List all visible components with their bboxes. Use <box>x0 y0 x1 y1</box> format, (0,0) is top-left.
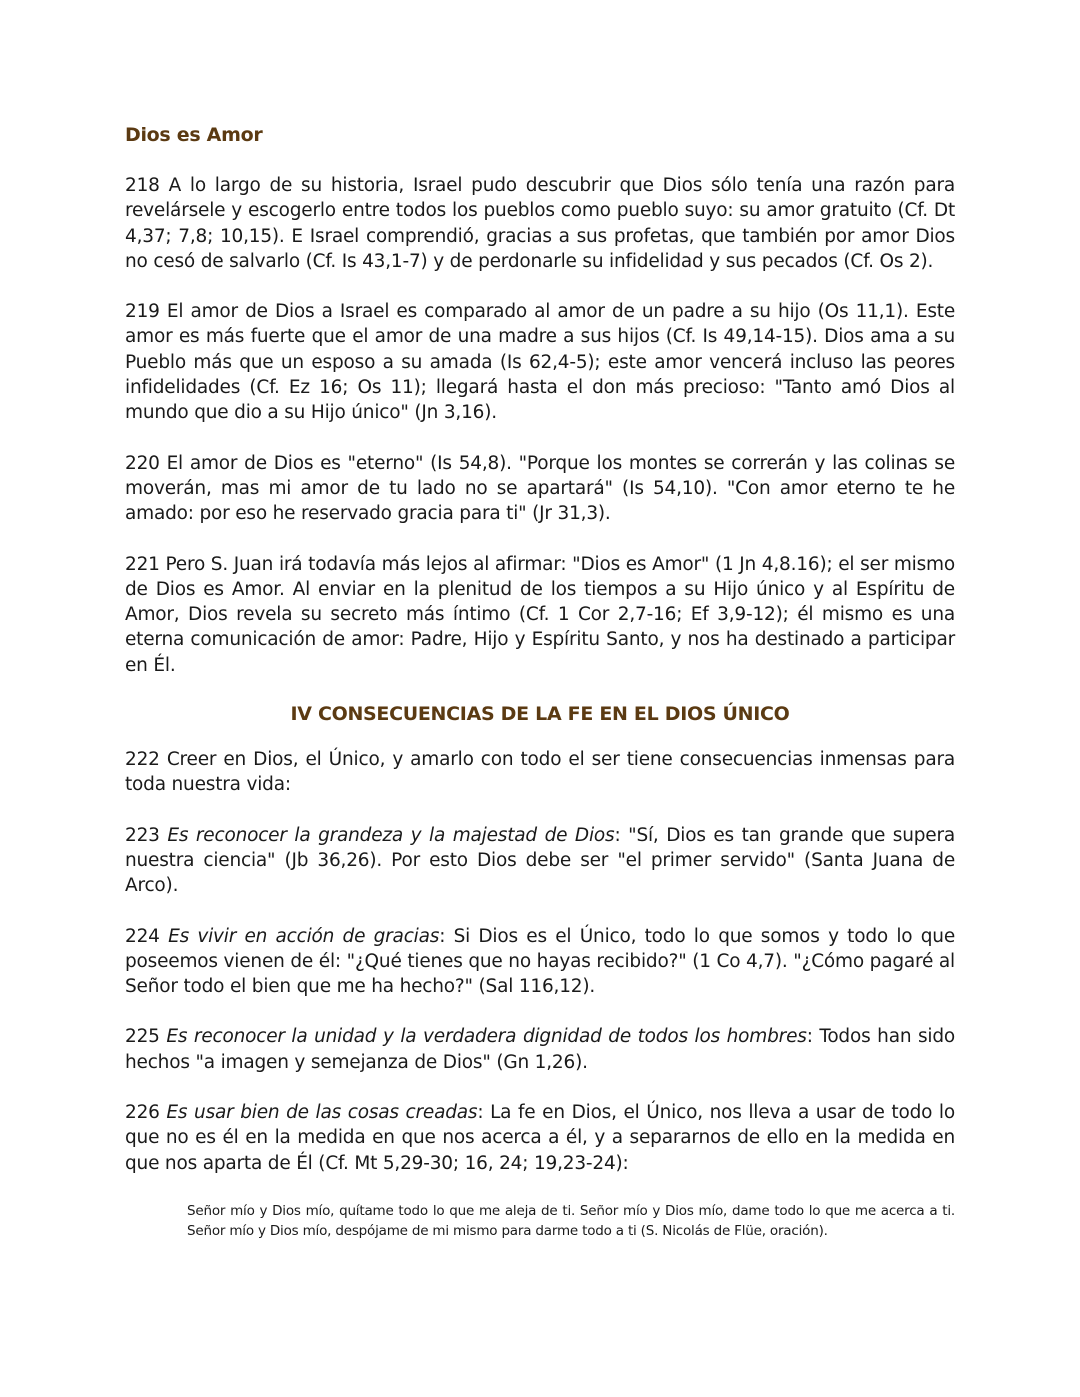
chapter-title: IV CONSECUENCIAS DE LA FE EN EL DIOS ÚNICO <box>290 703 790 726</box>
quote-block: Señor mío y Dios mío, quítame todo lo que me aleja de ti. Señor mío y Dios mío, dame todo lo que me acerca a ti. Señor mío y Dios mío, despójame de mi mismo para darme todo a ti (S. Nicolás de Flüe, oración). <box>187 1202 955 1239</box>
paragraph-text: A lo largo de su historia, Israel pudo descubrir que Dios sólo tenía una razón para revelársele y escogerlo entre todos los pueblos como pueblo suyo: su amor gratuito (Cf. Dt 4,37; 7,8; 10,15). E Israel comprendió, gracias a sus profetas, que también por amor Dios no cesó de salvarlo (Cf. Is 43,1-7) y de perdonarle su infidelidad y sus pecados (Cf. Os 2). <box>125 175 955 272</box>
paragraph-number: 221 <box>125 553 160 575</box>
paragraph-emphasis: Es usar bien de las cosas creadas <box>166 1102 478 1124</box>
paragraph-emphasis: Es reconocer la unidad y la verdadera dignidad de todos los hombres <box>166 1026 807 1048</box>
paragraph-text: : La fe en Dios, el Único, nos lleva a usar de todo lo que no es él en la medida en que nos acerca a él, y a separarnos de ello en la medida en que nos aparta de Él (Cf. Mt 5,29-30; 16, 24; 19,23-24): <box>125 1102 955 1174</box>
paragraphs-dios-es-amor <box>125 173 955 678</box>
paragraph-number: 224 <box>125 925 160 947</box>
paragraph-text: : "Sí, Dios es tan grande que supera nuestra ciencia" (Jb 36,26). Por esto Dios debe ser "el primer servido" (Santa Juana de Arco). <box>125 824 955 897</box>
section-title: Dios es Amor <box>125 124 263 146</box>
paragraph-text: : Si Dios es el Único, todo lo que somos y todo lo que poseemos vienen de él: "¿Qué tienes que no hayas recibido?" (1 Co 4,7). "¿Cómo pagaré al Señor todo el bien que me ha hecho?" (Sal 116,12). <box>125 925 956 998</box>
document-page <box>125 124 955 1241</box>
paragraph-text: El amor de Dios a Israel es comparado al amor de un padre a su hijo (Os 11,1). Este amor es más fuerte que el amor de una madre a sus hijos (Cf. Is 49,14-15). Dios ama a su Pueblo más que un esposo a su amada (Is 62,4-5); este amor vencerá incluso las peores infidelidades (Cf. Ez 16; Os 11); llegará hasta el don más precioso: "Tanto amó Dios al mundo que dio a su Hijo único" (Jn 3,16). <box>125 301 955 424</box>
paragraph-number: 225 <box>125 1026 160 1048</box>
paragraph-text: Pero S. Juan irá todavía más lejos al afirmar: "Dios es Amor" (1 Jn 4,8.16); el ser mismo de Dios es Amor. Al enviar en la plenitud de los tiempos a su Hijo único y al Espíritu de Amor, Dios revela su secreto más íntimo (Cf. 1 Cor 2,7-16; Ef 3,9-12); él mismo es una eterna comunicación de amor: Padre, Hijo y Espíritu Santo, y nos ha destinado a participar en Él. <box>125 553 956 676</box>
paragraph-number: 226 <box>125 1102 160 1124</box>
paragraph-226 <box>125 1100 955 1176</box>
paragraph-224 <box>125 924 955 1000</box>
paragraph-220 <box>125 451 955 527</box>
paragraph-text: : Todos han sido hechos "a imagen y semejanza de Dios" (Gn 1,26). <box>125 1026 956 1073</box>
paragraph-number: 218 <box>125 175 160 196</box>
paragraphs-consecuencias <box>125 747 955 1176</box>
paragraph-text: Creer en Dios, el Único, y amarlo con todo el ser tiene consecuencias inmensas para toda nuestra vida: <box>125 749 955 796</box>
paragraph-number: 219 <box>125 301 160 323</box>
paragraph-223 <box>125 823 955 899</box>
paragraph-number: 220 <box>125 452 160 474</box>
paragraph-219 <box>125 299 955 425</box>
paragraph-number: 223 <box>125 824 160 846</box>
paragraph-text: El amor de Dios es "eterno" (Is 54,8). "Porque los montes se correrán y las colinas se moverán, mas mi amor de tu lado no se apartará" (Is 54,10). "Con amor eterno te he amado: por eso he reservado gracia para ti" (Jr 31,3). <box>125 452 955 525</box>
paragraph-218 <box>125 173 955 274</box>
paragraph-number: 222 <box>125 749 160 771</box>
paragraph-225 <box>125 1024 955 1075</box>
paragraph-222 <box>125 747 955 798</box>
paragraph-221 <box>125 552 955 678</box>
paragraph-emphasis: Es reconocer la grandeza y la majestad de Dios <box>167 824 615 846</box>
paragraph-emphasis: Es vivir en acción de gracias <box>168 925 440 947</box>
